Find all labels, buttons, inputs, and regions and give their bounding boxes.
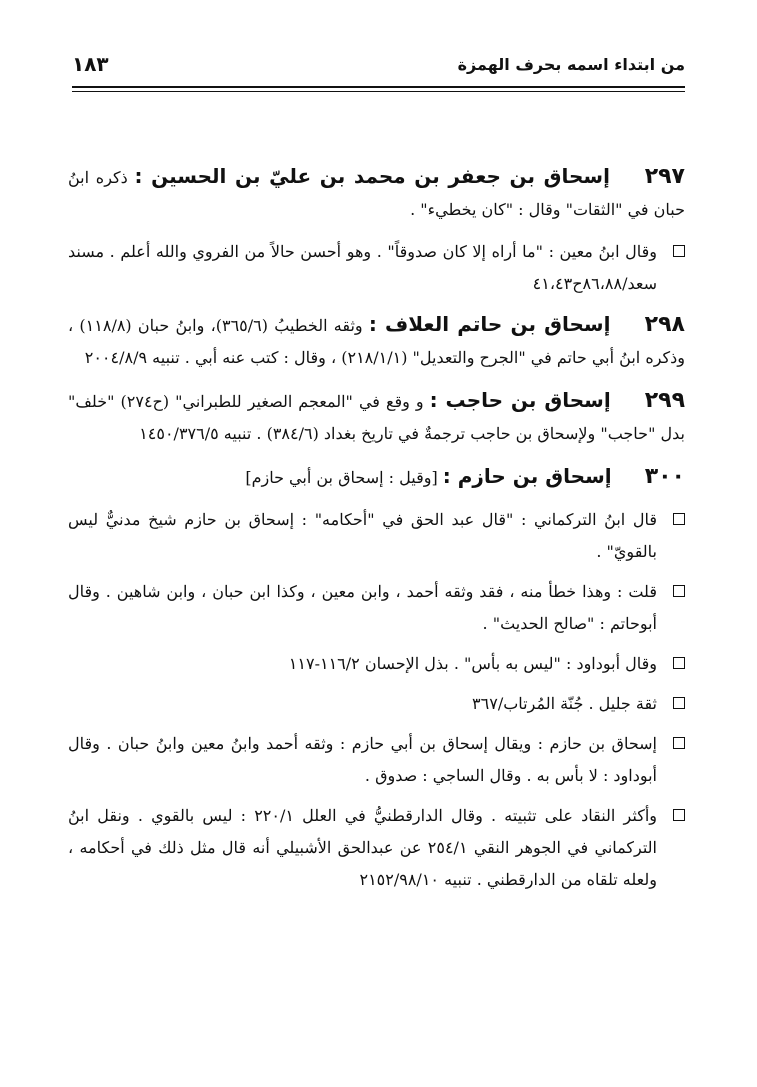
square-bullet-icon — [673, 697, 685, 709]
square-bullet-icon — [673, 737, 685, 749]
note-item — [68, 236, 685, 300]
note-text: إسحاق بن حازم : ويقال إسحاق بن أبي حازم : وثقه أحمد وابنُ معين وابنُ حبان . وقال أبوداود : لا بأس به . وقال الساجي : صدوق . — [68, 734, 657, 785]
note-text: ثقة جليل . جُنّة المُرتاب/٣٦٧ — [472, 694, 657, 713]
entry-name: إسحاق بن حازم : — [442, 464, 612, 488]
entry-name: إسحاق بن جعفر بن محمد بن عليّ بن الحسين : — [134, 164, 610, 188]
entry-number: ٢٩٨ — [644, 312, 685, 337]
header-title: من ابتداء اسمه بحرف الهمزة — [457, 54, 685, 74]
square-bullet-icon — [673, 585, 685, 597]
entry-name: إسحاق بن حاجب : — [429, 388, 611, 412]
note-item — [68, 728, 685, 792]
page-header — [72, 44, 685, 84]
square-bullet-icon — [673, 657, 685, 669]
note-item — [68, 800, 685, 896]
entry-number: ٣٠٠ — [644, 464, 685, 489]
entry-number: ٢٩٩ — [644, 388, 686, 413]
entry-text: وثقه الخطيبُ (٣٦٥/٦)، وابنُ حبان (١١٨/٨) ، وذكره ابنُ أبي حاتم في "الجرح والتعديل" (٢١٨/١/١) ، وقال : كتب عنه أبي . تنبيه ٢٠٠٤/٨/٩ — [68, 316, 685, 367]
square-bullet-icon — [673, 513, 685, 525]
entry-text: ذكره ابنُ حبان في "الثقات" وقال : "كان يخطيء" . — [68, 168, 685, 219]
page-content — [68, 160, 685, 904]
note-text: قلت : وهذا خطأ منه ، فقد وثقه أحمد ، وابن معين ، وكذا ابن حبان ، وابن شاهين . وقال أبوحاتم : "صالح الحديث" . — [68, 582, 657, 633]
note-text: وقال ابنُ معين : "ما أراه إلا كان صدوقاً" . وهو أحسن حالاً من الفروي والله أعلم . مسند سعد/٨٦،٨٨ح٤١،٤٣ — [68, 242, 657, 293]
entry-text: [وقيل : إسحاق بن أبي حازم] — [245, 468, 438, 487]
note-text: قال ابنُ التركماني : "قال عبد الحق في "أحكامه" : إسحاق بن حازم شيخ مدنيٌّ ليس بالقويّ" . — [68, 510, 657, 561]
entry-name: إسحاق بن حاتم العلاف : — [368, 312, 611, 336]
note-item — [68, 576, 685, 640]
entry-297 — [68, 160, 685, 226]
note-text: وأكثر النقاد على تثبيته . وقال الدارقطنيُّ في العلل ٢٢٠/١ : ليس بالقوي . ونقل ابنُ التركماني في الجوهر النقي ٢٥٤/١ عن عبدالحق الأشبيلي أنه قال مثل ذلك في أحكامه ، ولعله تلقاه من الدارقطني . تنبيه ٢١٥٢/٩٨/١٠ — [68, 806, 657, 889]
entry-number: ٢٩٧ — [644, 164, 685, 189]
header-rule-thin — [72, 91, 685, 92]
entry-299 — [68, 384, 685, 450]
header-rule-thick — [72, 86, 685, 88]
note-item — [68, 688, 685, 720]
entry-298 — [68, 308, 685, 374]
note-text: وقال أبوداود : "ليس به بأس" . بذل الإحسان ١١٦/٢-١١٧ — [288, 654, 657, 673]
square-bullet-icon — [673, 245, 685, 257]
note-item — [68, 648, 685, 680]
note-item — [68, 504, 685, 568]
page-number: ١٨٣ — [72, 52, 109, 76]
square-bullet-icon — [673, 809, 685, 821]
entry-text: و وقع في "المعجم الصغير للطبراني" (ح٢٧٤) "خلف" بدل "حاجب" ولإسحاق بن حاجب ترجمةٌ في تاريخ بغداد (٣٨٤/٦) . تنبيه ١٤٥٠/٣٧٦/٥ — [68, 392, 685, 443]
entry-300 — [68, 460, 685, 494]
